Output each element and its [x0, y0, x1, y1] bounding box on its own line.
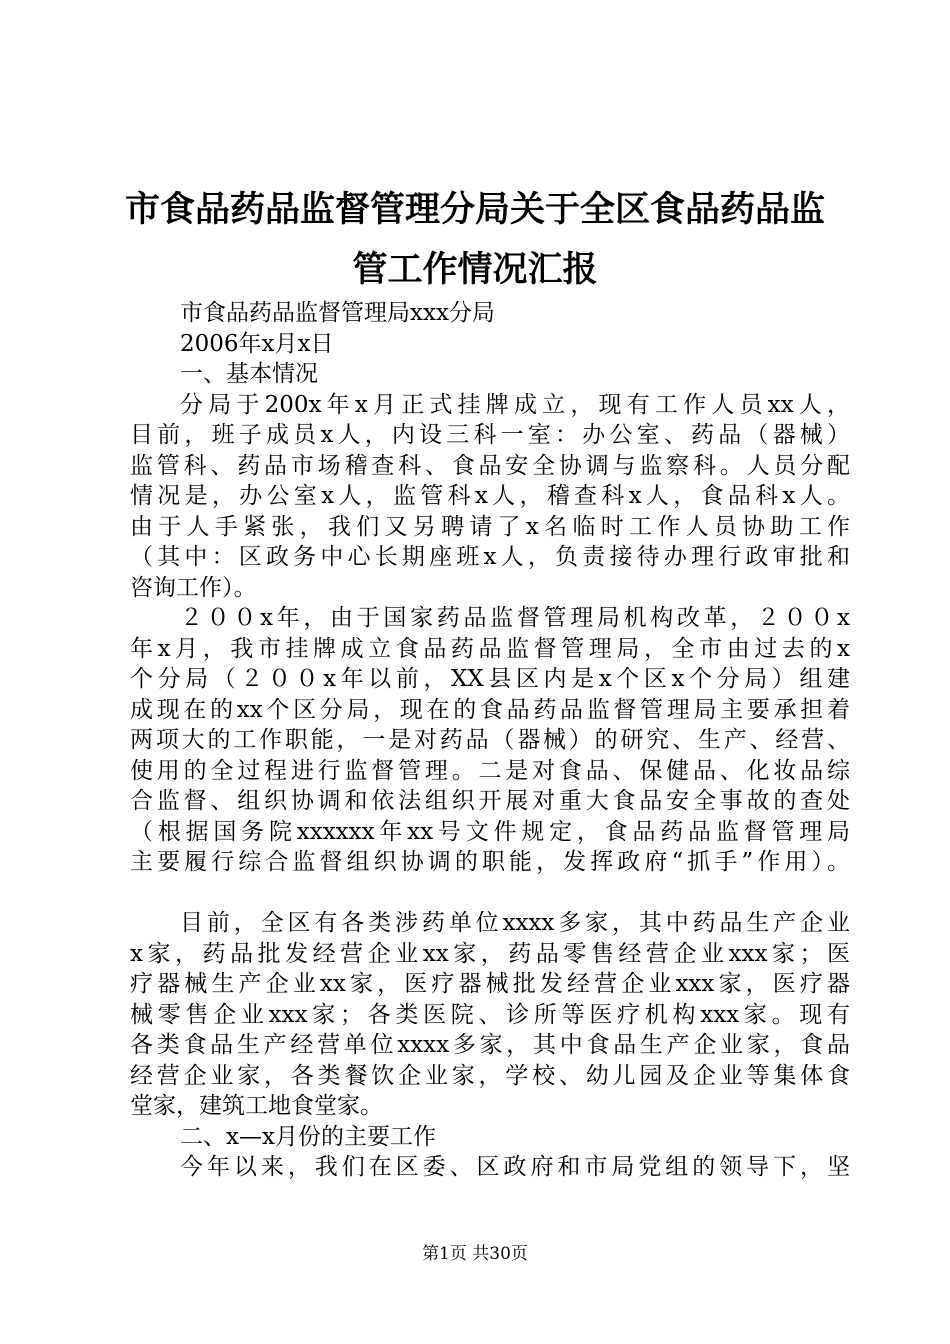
document-body: [130, 298, 850, 1183]
paragraph-line: （其中：区政务中心长期座班x人，负责接待办理行政审批和: [130, 544, 850, 570]
paragraph-line: 使用的全过程进行监督管理。二是对食品、保健品、化妆品综: [130, 757, 850, 784]
date-line: 2006年x月x日: [180, 330, 334, 357]
paragraph-line: 个分局（２００x年以前，XX县区内是x个区x个分局）组建: [130, 666, 850, 692]
paragraph-line: ２００x年，由于国家药品监督管理局机构改革，２００x: [180, 605, 850, 631]
document-title-line-2: 管工作情况汇报: [352, 250, 598, 290]
paragraph-line: 监管科、药品市场稽查科、食品安全协调与监察科。人员分配: [130, 452, 850, 479]
paragraph-line: x家，药品批发经营企业xx家，药品零售经营企业xxx家；医: [130, 940, 850, 967]
paragraph-line: 成现在的xx个区分局，现在的食品药品监督管理局主要承担着: [130, 696, 850, 723]
paragraph-line: 合监督、组织协调和依法组织开展对重大食品安全事故的查处: [130, 788, 850, 814]
section-heading-1: 一、基本情况: [180, 361, 318, 387]
paragraph-line: 分局于200x年x月正式挂牌成立，现有工作人员xx人，: [180, 391, 850, 418]
paragraph-line: 各类食品生产经营单位xxxx多家，其中食品生产企业家，食品: [130, 1032, 850, 1058]
paragraph-line: 咨询工作）。: [130, 574, 257, 601]
org-line: 市食品药品监督管理局xxx分局: [180, 300, 495, 326]
paragraph-line: 年x月，我市挂牌成立食品药品监督管理局，全市由过去的x: [130, 635, 850, 662]
page-footer: 第1页 共30页: [422, 1244, 528, 1264]
paragraph-line: 械零售企业xxx家；各类医院、诊所等医疗机构xxx家。现有: [130, 1001, 850, 1028]
paragraph-line: 经营企业家，各类餐饮企业家，学校、幼儿园及企业等集体食: [130, 1062, 850, 1089]
paragraph-line: 目前，全区有各类涉药单位xxxx多家，其中药品生产企业: [180, 910, 850, 936]
paragraph-line: 两项大的工作职能，一是对药品（器械）的研究、生产、经营、: [130, 727, 850, 753]
paragraph-line: 目前，班子成员x人，内设三科一室：办公室、药品（器械）: [130, 422, 850, 448]
paragraph-line: （根据国务院xxxxxx年xx号文件规定，食品药品监督管理局: [130, 818, 850, 845]
paragraph-line: 由于人手紧张，我们又另聘请了x名临时工作人员协助工作: [130, 513, 850, 540]
paragraph-line: 疗器械生产企业xx家，医疗器械批发经营企业xxx家，医疗器: [130, 971, 850, 997]
section-heading-2: 二、x—x月份的主要工作: [180, 1123, 436, 1150]
paragraph-gap: [130, 878, 850, 909]
paragraph-line: 情况是，办公室x人，监管科x人，稽查科x人，食品科x人。: [130, 483, 850, 509]
document-title-line-1: 市食品药品监督管理分局关于全区食品药品监: [124, 190, 825, 230]
paragraph-line: 主要履行综合监督组织协调的职能，发挥政府“抓手”作用）。: [130, 849, 850, 875]
paragraph-line: 堂家，建筑工地食堂家。: [130, 1093, 383, 1119]
paragraph-line: 今年以来，我们在区委、区政府和市局党组的领导下，坚: [180, 1154, 850, 1180]
